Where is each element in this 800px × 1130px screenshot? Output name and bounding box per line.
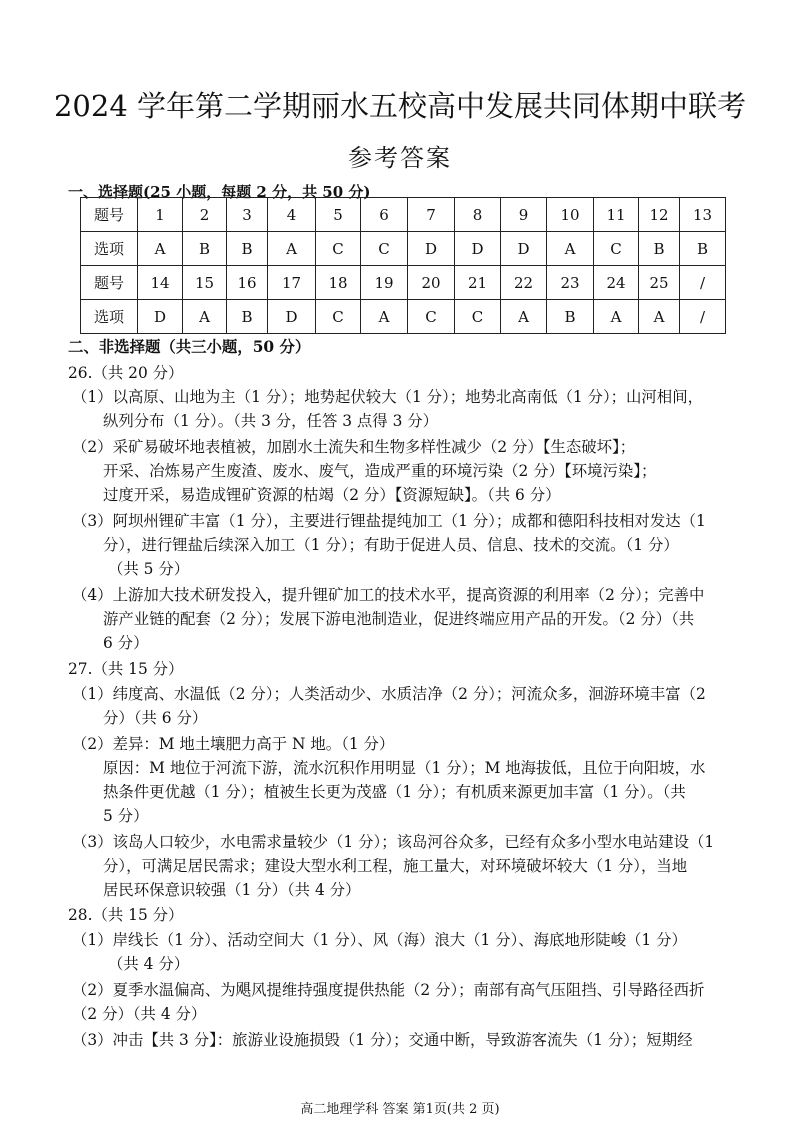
answer-line: 游产业链的配套（2 分）；发展下游电池制造业，促进终端应用产品的开发。（2 分）（共	[103, 610, 695, 628]
answer-table-cell: D	[501, 232, 547, 266]
answer-table-row-label: 题号	[81, 198, 138, 232]
answer-table-cell: D	[268, 300, 316, 334]
answer-line: 分），可满足居民需求；建设大型水利工程，施工量大，对环境破坏较大（1 分），当地	[103, 857, 688, 875]
answer-line: 过度开采，易造成锂矿资源的枯竭（2 分）【资源短缺】。（共 6 分）	[103, 486, 561, 504]
answer-table-cell: 10	[547, 198, 594, 232]
answer-table-cell: 1	[138, 198, 183, 232]
answer-table-cell: A	[268, 232, 316, 266]
answer-table-row-label: 选项	[81, 232, 138, 266]
answer-line: 纵列分布（1 分）。（共 3 分，任答 3 点得 3 分）	[103, 412, 439, 430]
answer-line: 开采、冶炼易产生废渣、废水、废气，造成严重的环境污染（2 分）【环境污染】；	[103, 462, 657, 480]
answer-table-cell: A	[138, 232, 183, 266]
answer-line: 居民环保意识较强（1 分）（共 4 分）	[103, 881, 361, 899]
answer-table-cell: D	[138, 300, 183, 334]
answer-table-cell: 24	[594, 266, 639, 300]
answer-line: 27.（共 15 分）	[68, 660, 184, 678]
answer-table-cell: 4	[268, 198, 316, 232]
answer-table-cell: 19	[361, 266, 408, 300]
answer-line: （1）以高原、山地为主（1 分）；地势起伏较大（1 分）；地势北高南低（1 分）；山河相间，	[72, 388, 703, 406]
answer-line: （2）夏季水温偏高、为飓风提维持强度提供热能（2 分）；南部有高气压阻挡、引导路径西折	[72, 981, 705, 999]
answer-table-cell: 7	[408, 198, 455, 232]
answer-line: 原因：M 地位于河流下游，流水沉积作用明显（1 分）；M 地海拔低，且位于向阳坡，水	[103, 759, 706, 777]
answer-line: 28.（共 15 分）	[68, 906, 184, 924]
answer-table-cell: 13	[680, 198, 726, 232]
answer-table-cell: B	[547, 300, 594, 334]
answer-line: 分），进行锂盐后续深入加工（1 分）；有助于促进人员、信息、技术的交流。（1 分）	[103, 536, 679, 554]
section-1-title: 一、选择题(25 小题，每题 2 分，共 50 分)	[68, 183, 371, 201]
answer-table-cell: 11	[594, 198, 639, 232]
answer-table-cell: 20	[408, 266, 455, 300]
answer-table-cell: /	[680, 266, 726, 300]
answer-line: （4）上游加大技术研发投入，提升锂矿加工的技术水平，提高资源的利用率（2 分）；完善中	[72, 586, 705, 604]
answer-table-cell: C	[316, 300, 361, 334]
answer-table-cell: 17	[268, 266, 316, 300]
choice-answer-table	[80, 197, 726, 334]
answer-table-cell: C	[408, 300, 455, 334]
answer-table-cell: C	[361, 232, 408, 266]
answer-table-cell: 15	[183, 266, 227, 300]
answer-table-cell: 23	[547, 266, 594, 300]
answer-table-cell: A	[183, 300, 227, 334]
answer-line: 分）（共 6 分）	[103, 709, 208, 727]
answer-table-cell: A	[361, 300, 408, 334]
answer-table-cell: 25	[639, 266, 680, 300]
answer-table-cell: 9	[501, 198, 547, 232]
answer-table-cell: A	[639, 300, 680, 334]
page-title: 2024 学年第二学期丽水五校高中发展共同体期中联考	[53, 89, 747, 123]
answer-line: 6 分）	[103, 634, 149, 652]
answer-table-cell: B	[183, 232, 227, 266]
answer-line: 26.（共 20 分）	[68, 364, 184, 382]
answer-table-cell: D	[408, 232, 455, 266]
answer-line: （2）采矿易破坏地表植被，加剧水土流失和生物多样性减少（2 分）【生态破坏】；	[72, 438, 636, 456]
answer-table-cell: 22	[501, 266, 547, 300]
answer-table-cell: 18	[316, 266, 361, 300]
answer-table-cell: 16	[227, 266, 268, 300]
answer-table-row	[81, 232, 726, 266]
answer-line: （3）阿坝州锂矿丰富（1 分），主要进行锂盐提纯加工（1 分）；成都和德阳科技相对发达（1	[72, 512, 706, 530]
answer-table-cell: 3	[227, 198, 268, 232]
answer-table-cell: C	[455, 300, 501, 334]
answer-table-row	[81, 198, 726, 232]
answer-table-cell: B	[680, 232, 726, 266]
answer-table-cell: A	[547, 232, 594, 266]
answer-line: （共 4 分）	[108, 955, 190, 973]
answer-table-row	[81, 266, 726, 300]
answer-table-cell: A	[501, 300, 547, 334]
answer-table-row-label: 题号	[81, 266, 138, 300]
answer-line: （2 分）（共 4 分）	[72, 1005, 207, 1023]
answer-table-cell: C	[594, 232, 639, 266]
answer-table-cell: B	[227, 232, 268, 266]
answer-table-cell: 2	[183, 198, 227, 232]
answer-line: 热条件更优越（1 分）；植被生长更为茂盛（1 分）；有机质来源更加丰富（1 分）。（共	[103, 783, 686, 801]
page-footer: 高二地理学科 答案 第1页(共 2 页)	[300, 1102, 500, 1117]
answer-line: （共 5 分）	[108, 560, 190, 578]
answer-table-cell: 12	[639, 198, 680, 232]
answer-table-cell: 21	[455, 266, 501, 300]
answer-table-cell: B	[227, 300, 268, 334]
answer-table-cell: 5	[316, 198, 361, 232]
answer-table-row-label: 选项	[81, 300, 138, 334]
answer-line: （1）纬度高、水温低（2 分）；人类活动少、水质洁净（2 分）；河流众多，洄游环境丰富（2	[72, 685, 706, 703]
answer-table-cell: A	[594, 300, 639, 334]
page-subtitle: 参考答案	[348, 144, 452, 172]
section-2-title: 二、非选择题（共三小题，50 分）	[68, 338, 311, 356]
answer-table-row	[81, 300, 726, 334]
answer-line: （3）冲击【共 3 分】：旅游业设施损毁（1 分）；交通中断，导致游客流失（1 分）；短期经	[72, 1031, 693, 1049]
answer-line: （2）差异：M 地土壤肥力高于 N 地。（1 分）	[72, 735, 395, 753]
answer-table-cell: D	[455, 232, 501, 266]
answer-line: （3）该岛人口较少，水电需求量较少（1 分）；该岛河谷众多，已经有众多小型水电站建设（1	[72, 833, 715, 851]
answer-line: 5 分）	[103, 807, 149, 825]
answer-table-cell: 14	[138, 266, 183, 300]
answer-line: （1）岸线长（1 分）、活动空间大（1 分）、风（海）浪大（1 分）、海底地形陡峻（1 分）	[72, 931, 687, 949]
answer-table-cell: /	[680, 300, 726, 334]
answer-table-cell: B	[639, 232, 680, 266]
answer-table-cell: C	[316, 232, 361, 266]
answer-table-cell: 8	[455, 198, 501, 232]
answer-table-cell: 6	[361, 198, 408, 232]
